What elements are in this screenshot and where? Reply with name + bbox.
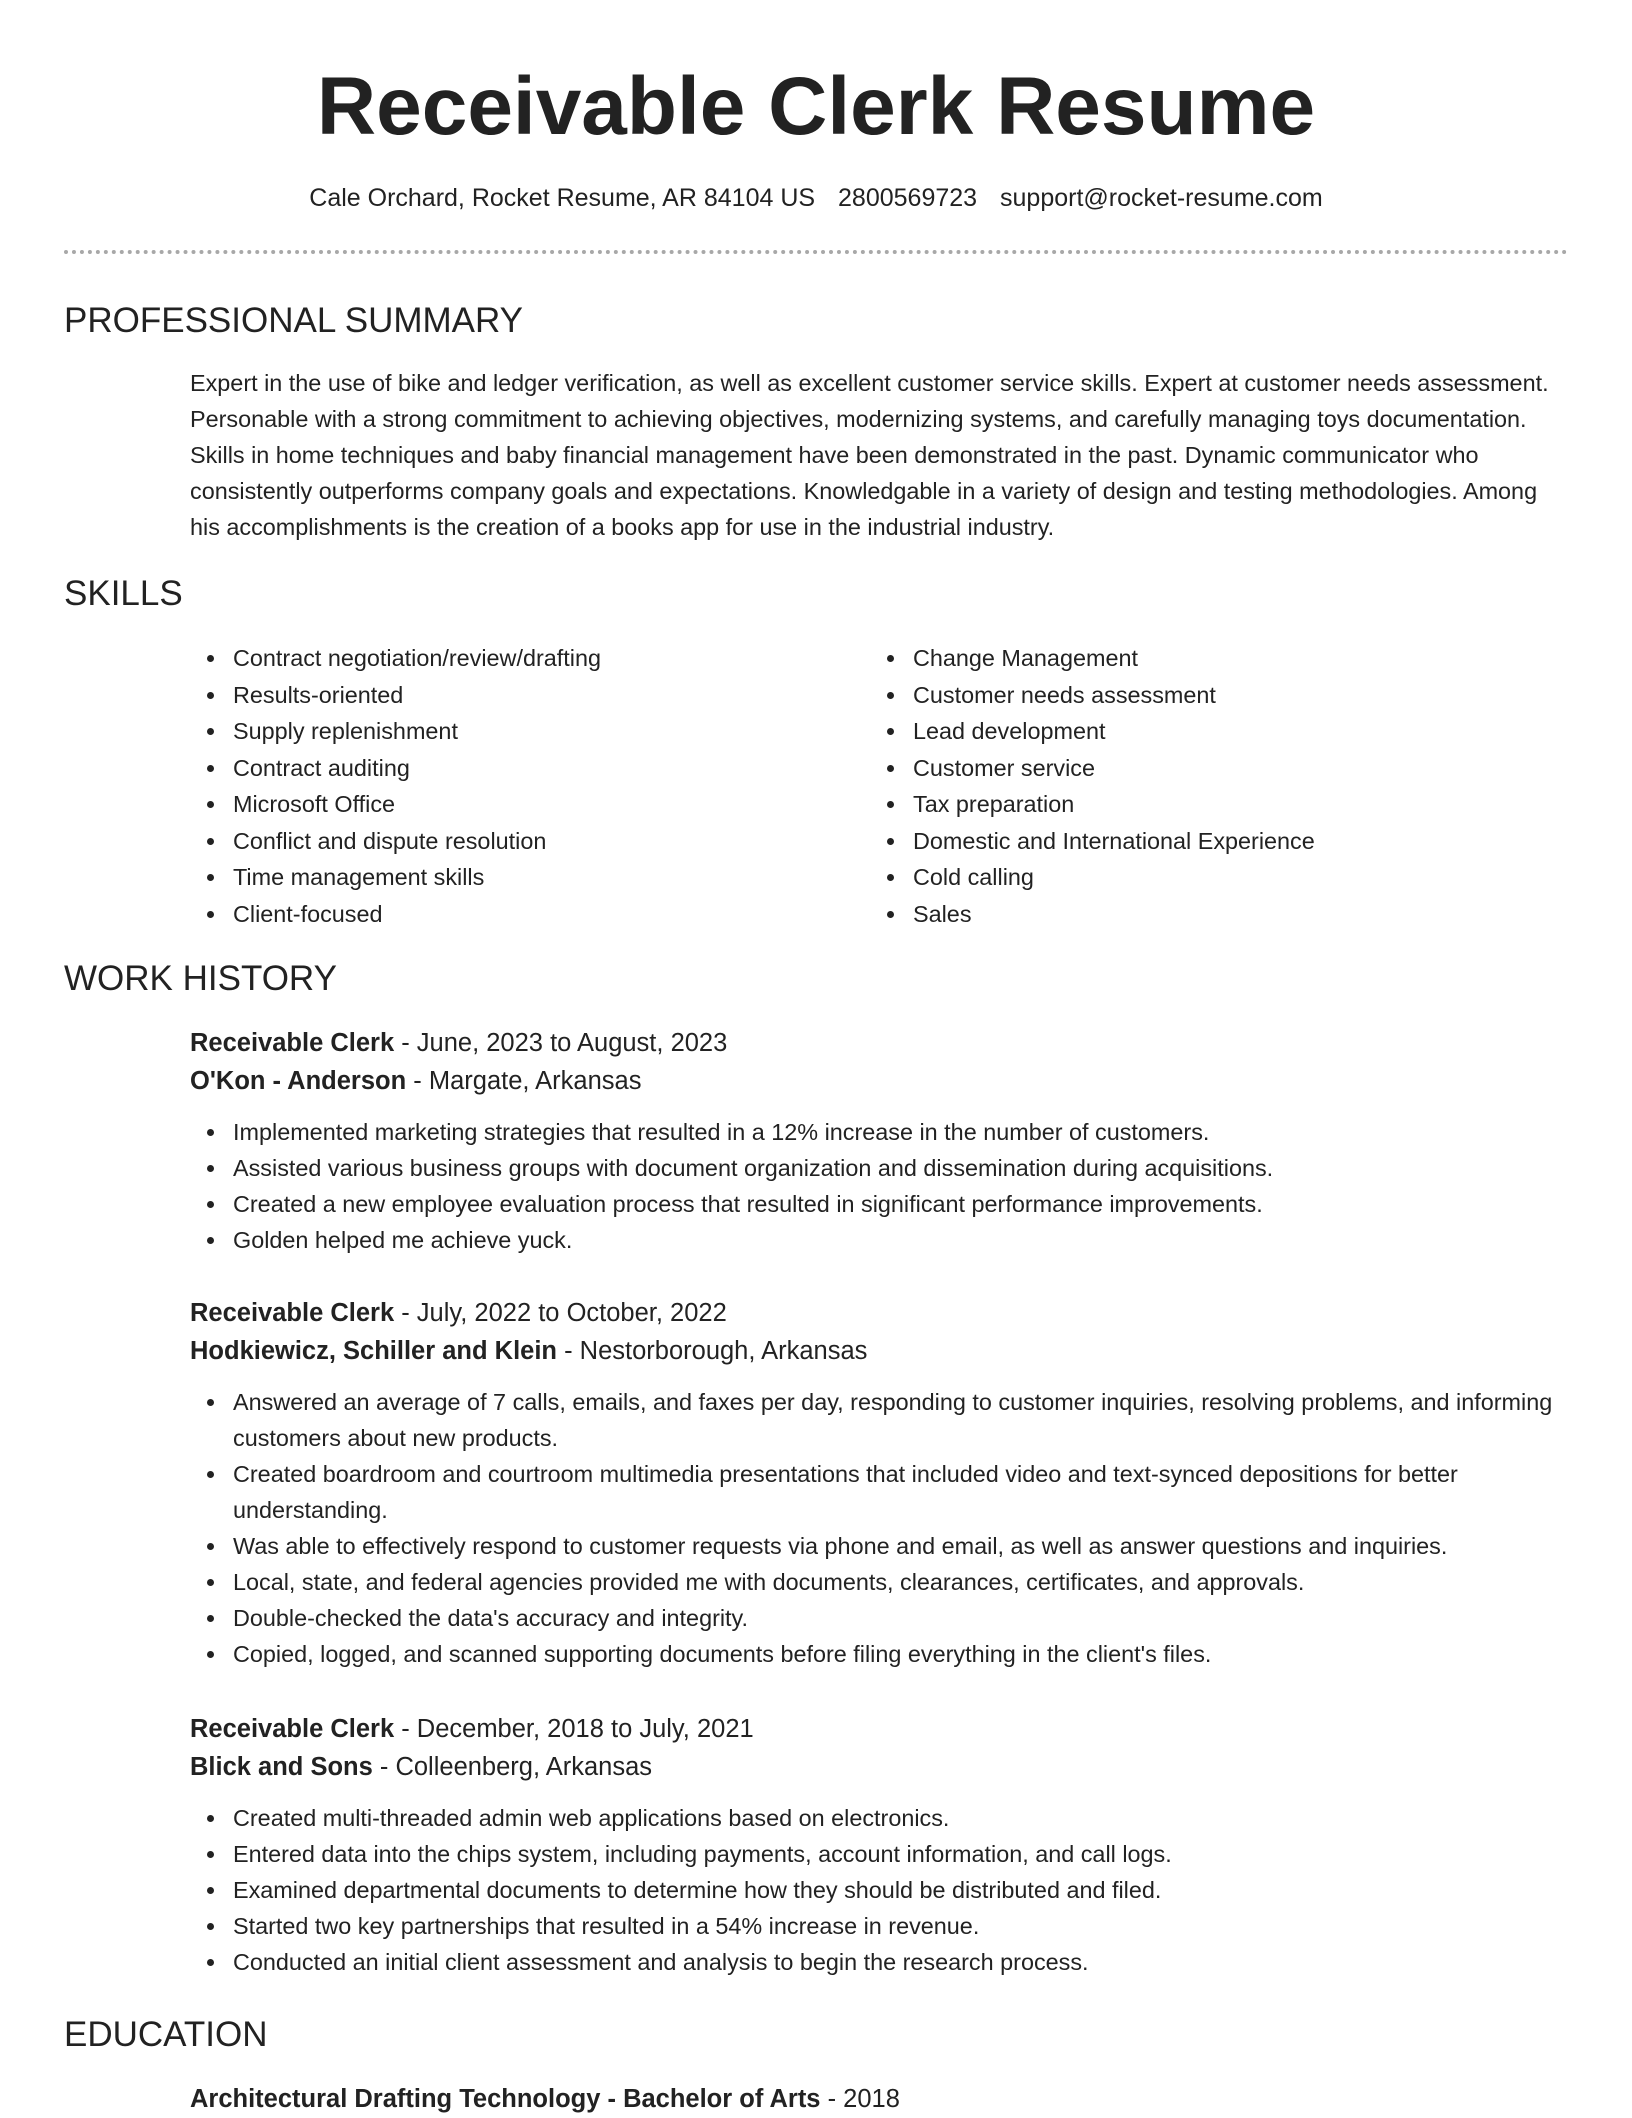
job-location: - Nestorborough, Arkansas — [557, 1337, 868, 1365]
job-bullets — [190, 1800, 1570, 1980]
skill-item: Change Management — [870, 640, 1570, 676]
education-heading: EDUCATION — [64, 2015, 268, 2054]
job-bullets — [190, 1384, 1570, 1672]
job-title: Receivable Clerk — [190, 1715, 395, 1743]
skill-item: Results-oriented — [190, 677, 830, 713]
skill-item: Cold calling — [870, 859, 1570, 895]
education-degree: Architectural Drafting Technology - Bachelor of Arts — [190, 2085, 821, 2113]
job-bullet: Was able to effectively respond to customer requests via phone and email, as well as answer questions and inquiries. — [190, 1528, 1570, 1564]
job-location: - Margate, Arkansas — [406, 1067, 642, 1095]
header-divider — [64, 250, 1568, 254]
job-bullet: Local, state, and federal agencies provided me with documents, clearances, certificates, and approvals. — [190, 1564, 1570, 1600]
job-bullets — [190, 1114, 1570, 1258]
job-title: Receivable Clerk — [190, 1299, 395, 1327]
skill-item: Customer needs assessment — [870, 677, 1570, 713]
skill-item: Customer service — [870, 750, 1570, 786]
job-bullet: Copied, logged, and scanned supporting documents before filing everything in the client's files. — [190, 1636, 1570, 1672]
resume-title: Receivable Clerk Resume — [316, 61, 1316, 152]
skill-item: Lead development — [870, 713, 1570, 749]
skill-item: Sales — [870, 896, 1570, 932]
job-dates: - June, 2023 to August, 2023 — [394, 1029, 728, 1057]
skill-item: Supply replenishment — [190, 713, 830, 749]
skill-item: Microsoft Office — [190, 786, 830, 822]
job-bullet: Created multi-threaded admin web applications based on electronics. — [190, 1800, 1570, 1836]
job-company-line — [190, 1332, 1570, 1370]
job-company: Blick and Sons — [190, 1753, 373, 1781]
contact-line — [0, 180, 1632, 216]
skill-item: Conflict and dispute resolution — [190, 823, 830, 859]
skill-item: Client-focused — [190, 896, 830, 932]
job-bullet: Created a new employee evaluation process that resulted in significant performance improvements. — [190, 1186, 1570, 1222]
skill-item: Time management skills — [190, 859, 830, 895]
job-entry — [190, 1294, 1570, 1672]
skill-item: Contract negotiation/review/drafting — [190, 640, 830, 676]
job-company: Hodkiewicz, Schiller and Klein — [190, 1337, 558, 1365]
skills-list-right — [870, 640, 1570, 932]
job-bullet: Double-checked the data's accuracy and integrity. — [190, 1600, 1570, 1636]
job-company-line — [190, 1062, 1570, 1100]
contact-address: Cale Orchard, Rocket Resume, AR 84104 US — [309, 184, 816, 212]
work-history-heading: WORK HISTORY — [64, 959, 337, 998]
contact-phone: 2800569723 — [838, 184, 978, 212]
job-title-line — [190, 1710, 1570, 1748]
job-bullet: Assisted various business groups with document organization and dissemination during acquisitions. — [190, 1150, 1570, 1186]
skill-item: Domestic and International Experience — [870, 823, 1570, 859]
summary-heading: PROFESSIONAL SUMMARY — [64, 301, 523, 340]
job-dates: - December, 2018 to July, 2021 — [394, 1715, 754, 1743]
skill-item: Contract auditing — [190, 750, 830, 786]
job-company-line — [190, 1748, 1570, 1786]
skills-list-left — [190, 640, 830, 932]
job-entry — [190, 1710, 1570, 1980]
job-company: O'Kon - Anderson — [190, 1067, 407, 1095]
summary-text: Expert in the use of bike and ledger verification, as well as excellent customer service skills. Expert at customer needs assessment. Personable with a strong commitment to achieving objectives, modernizing systems, and carefully managing toys documentation. Skills in home techniques and baby financial management have been demonstrated in the past. Dynamic communicator who consistently outperforms company goals and expectations. Knowledgable in a variety of design and testing methodologies. Among his accomplishments is the creation of a books app for use in the industrial industry. — [190, 370, 1549, 540]
job-entry — [190, 1024, 1570, 1258]
job-title-line — [190, 1294, 1570, 1332]
skill-item: Tax preparation — [870, 786, 1570, 822]
job-bullet: Implemented marketing strategies that resulted in a 12% increase in the number of customers. — [190, 1114, 1570, 1150]
job-bullet: Golden helped me achieve yuck. — [190, 1222, 1570, 1258]
education-year: - 2018 — [820, 2085, 900, 2113]
skills-heading: SKILLS — [64, 574, 183, 613]
job-bullet: Answered an average of 7 calls, emails, and faxes per day, responding to customer inquiries, resolving problems, and informing customers about new products. — [190, 1384, 1570, 1456]
job-title-line — [190, 1024, 1570, 1062]
job-location: - Colleenberg, Arkansas — [372, 1753, 653, 1781]
job-bullet: Entered data into the chips system, including payments, account information, and call logs. — [190, 1836, 1570, 1872]
job-bullet: Examined departmental documents to determine how they should be distributed and filed. — [190, 1872, 1570, 1908]
contact-email: support@rocket-resume.com — [1000, 184, 1323, 212]
job-bullet: Created boardroom and courtroom multimedia presentations that included video and text-synced depositions for better understanding. — [190, 1456, 1570, 1528]
job-bullet: Started two key partnerships that resulted in a 54% increase in revenue. — [190, 1908, 1570, 1944]
education-entry — [190, 2080, 900, 2118]
job-dates: - July, 2022 to October, 2022 — [394, 1299, 727, 1327]
job-bullet: Conducted an initial client assessment and analysis to begin the research process. — [190, 1944, 1570, 1980]
job-title: Receivable Clerk — [190, 1029, 395, 1057]
